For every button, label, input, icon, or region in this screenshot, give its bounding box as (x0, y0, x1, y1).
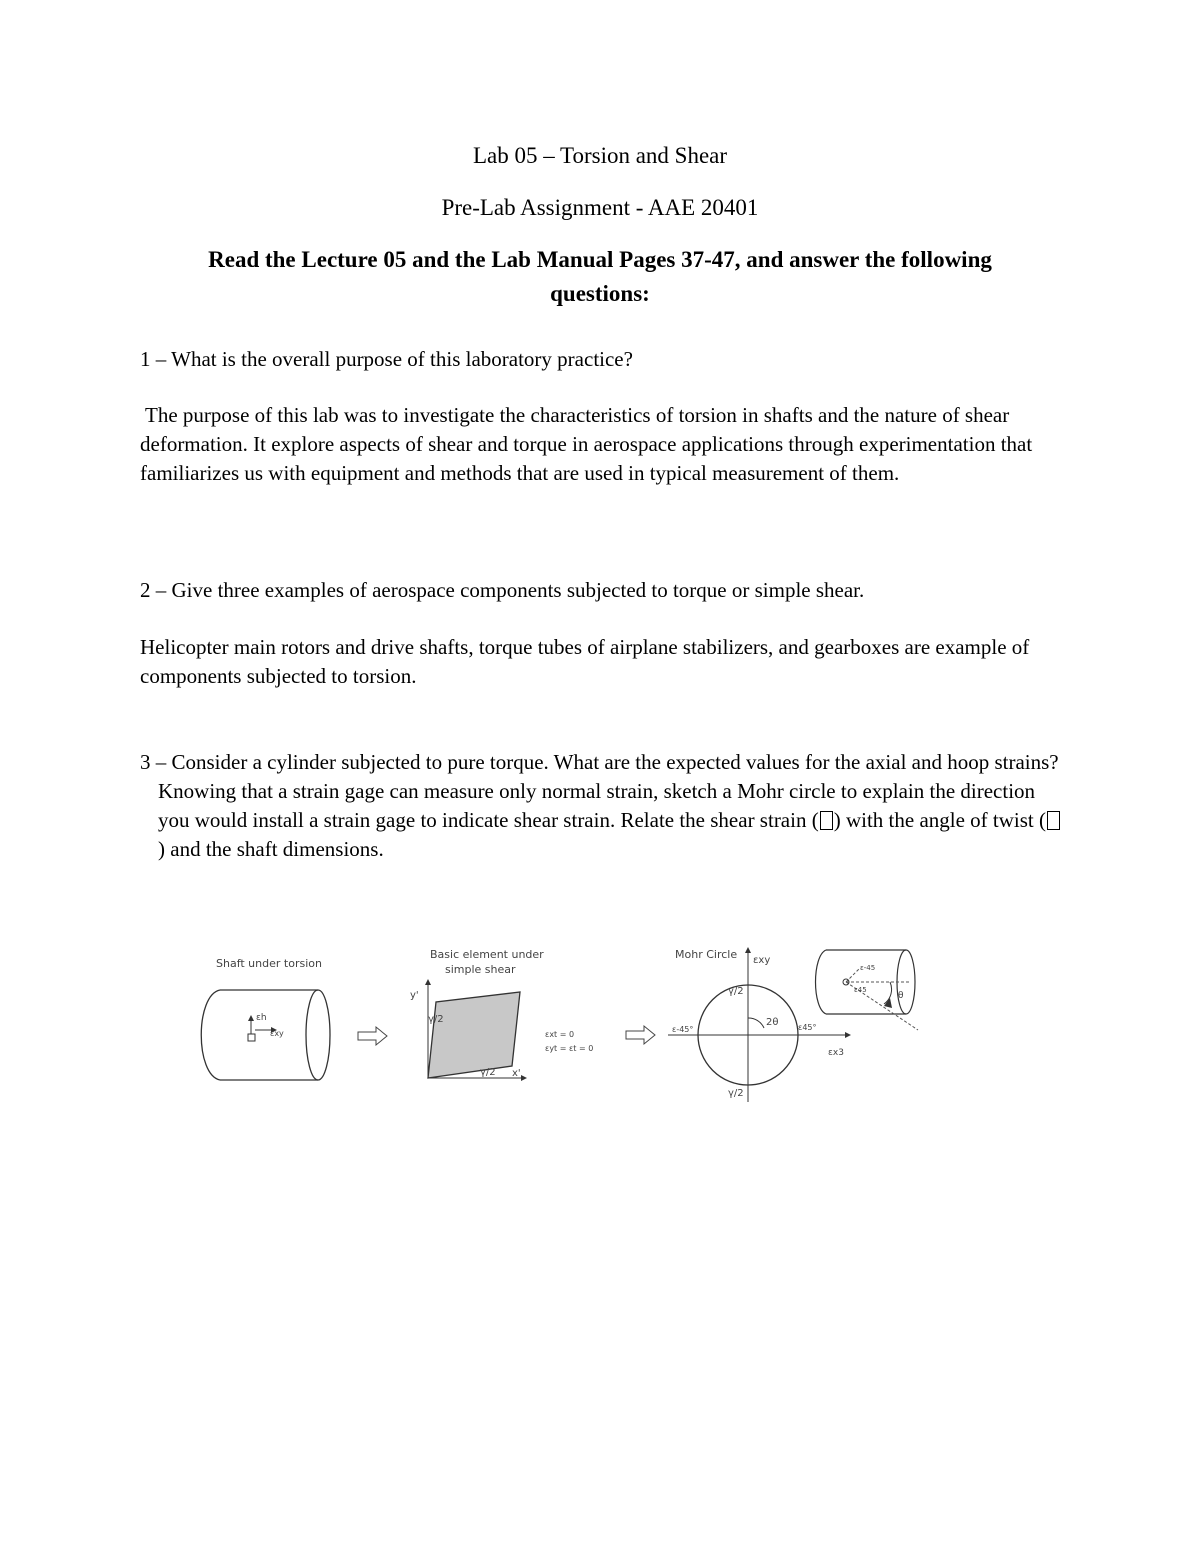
gage-cylinder (816, 950, 919, 1030)
question-3-part1: 3 – Consider a cylinder subjected to pure torque. What are the expected values for the axial and hoop strains? Knowing that a strain gage can measure only normal strain, sketch a Mohr circle to explain the direction you would install a strain gage to indicate shear strain. Relate the shear strain ( (140, 750, 1059, 832)
gage-label-b: ε45 (854, 986, 867, 994)
question-2: 2 – Give three examples of aerospace components subjected to torque or simple shear. (140, 578, 865, 602)
mohr-x-label: εx3 (828, 1048, 844, 1058)
panel2-gamma-bottom: γ/2 (480, 1067, 496, 1078)
panel1-title: Shaft under torsion (216, 957, 322, 970)
mohr-y-label: εxy (753, 955, 771, 966)
torsion-figure (190, 930, 930, 1110)
panel2-gamma-left: γ/2 (428, 1014, 444, 1025)
mohr-angle-arc (748, 1018, 764, 1028)
question-3-part2: ) with the angle of twist ( (833, 808, 1047, 832)
instruction-text: Read the Lecture 05 and the Lab Manual Pages 37-47, and answer the following questions: (208, 247, 992, 306)
page-subtitle: Pre-Lab Assignment - AAE 20401 (441, 195, 759, 220)
missing-glyph-box (820, 811, 833, 830)
panel1-eh-label: εh (256, 1013, 267, 1023)
answer-2: Helicopter main rotors and drive shafts, torque tubes of airplane stabilizers, and gearboxes are example of components subjected to torsion. (140, 635, 1030, 688)
gage-theta-label: θ (898, 991, 904, 1001)
arrow-icon (358, 1027, 387, 1045)
strain-eq-2: εyt = εt = 0 (545, 1044, 594, 1053)
page-title: Lab 05 – Torsion and Shear (472, 143, 728, 168)
arrow-icon (626, 1026, 655, 1044)
shaft-cylinder (201, 990, 330, 1080)
panel2-title-line1: Basic element under (430, 948, 544, 961)
question-1: 1 – What is the overall purpose of this laboratory practice? (140, 347, 633, 371)
question-3 (140, 748, 1063, 864)
answer-1: The purpose of this lab was to investigate the characteristics of torsion in shafts and the nature of shear deformation. It explore aspects of shear and torque in aerospace applications through experimentation that familiarizes us with equipment and methods that are used in typical measurement of them. (140, 403, 1033, 485)
panel2-y-label: y' (410, 990, 419, 1001)
question-3-part3: ) and the shaft dimensions. (158, 837, 384, 861)
panel2-x-label: x' (512, 1068, 521, 1079)
missing-glyph-box (1047, 811, 1060, 830)
mohr-right-point: ε45° (798, 1023, 817, 1032)
mohr-top-label: γ/2 (728, 986, 744, 997)
sheared-element (428, 992, 520, 1078)
mohr-angle-label: 2θ (766, 1017, 779, 1028)
gage-label-a: ε-45 (860, 964, 876, 972)
panel1-exy-label: εxy (270, 1029, 284, 1038)
panel3-title: Mohr Circle (675, 948, 738, 961)
panel2-title-line2: simple shear (445, 963, 516, 976)
mohr-bottom-label: γ/2 (728, 1088, 744, 1099)
strain-eq-1: εxt = 0 (545, 1030, 575, 1039)
mohr-left-point: ε-45° (672, 1025, 694, 1034)
